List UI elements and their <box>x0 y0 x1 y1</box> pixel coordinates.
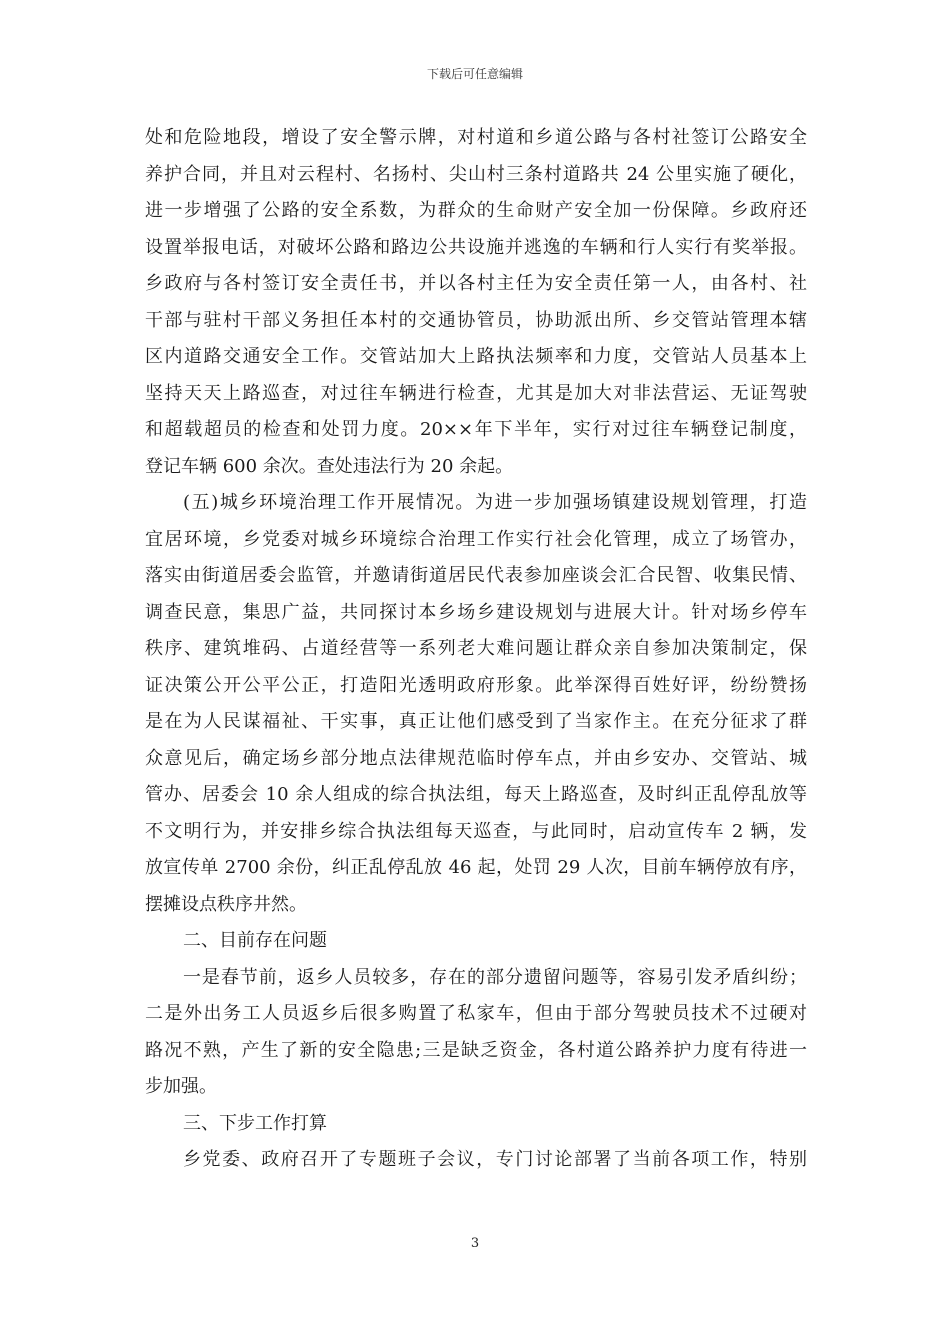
body-line: 二是外出务工人员返乡后很多购置了私家车，但由于部分驾驶员技术不过硬对 <box>145 1003 807 1024</box>
body-line: 养护合同，并且对云程村、名扬村、尖山村三条村道路共 24 公里实施了硬化， <box>145 163 807 185</box>
page-header: 下载后可任意编辑 <box>426 67 523 81</box>
body-line: 设置举报电话，对破坏公路和路边公共设施并逃逸的车辆和行人实行有奖举报。 <box>145 236 807 258</box>
body-line: 不文明行为，并安排乡综合执法组每天巡查，与此同时，启动宣传车 2 辆，发 <box>145 820 807 842</box>
body-line: 摆摊设点秩序井然。 <box>145 893 307 915</box>
document-body <box>145 120 807 1179</box>
body-line: 登记车辆 600 余次。查处违法行为 20 余起。 <box>145 455 514 477</box>
body-line: 和超载超员的检查和处罚力度。20××年下半年，实行对过往车辆登记制度， <box>145 419 807 440</box>
section-heading: 三、下步工作打算 <box>183 1112 327 1134</box>
body-line: 放宣传单 2700 余份，纠正乱停乱放 46 起，处罚 29 人次，目前车辆停放有序， <box>145 857 807 878</box>
body-line: 宜居环境，乡党委对城乡环境综合治理工作实行社会化管理，成立了场管办， <box>145 528 807 550</box>
page-number: 3 <box>470 1236 480 1251</box>
body-line: 证决策公开公平公正，打造阳光透明政府形象。此举深得百姓好评，纷纷赞扬 <box>145 674 807 696</box>
body-line: 干部与驻村干部义务担任本村的交通协管员，协助派出所、乡交管站管理本辖 <box>145 309 807 331</box>
body-line: 乡政府与各村签订安全责任书，并以各村主任为安全责任第一人，由各村、社 <box>145 273 807 294</box>
body-line: 乡党委、政府召开了专题班子会议，专门讨论部署了当前各项工作，特别 <box>183 1149 807 1170</box>
body-line: 管办、居委会 10 余人组成的综合执法组，每天上路巡查，及时纠正乱停乱放等 <box>145 784 807 805</box>
body-line: 处和危险地段，增设了安全警示牌，对村道和乡道公路与各村社签订公路安全 <box>145 127 807 148</box>
body-line: 众意见后，确定场乡部分地点法律规范临时停车点，并由乡安办、交管站、城 <box>145 747 807 769</box>
body-line: 调查民意，集思广益，共同探讨本乡场乡建设规划与进展大计。针对场乡停车 <box>145 601 807 623</box>
body-line: (五)城乡环境治理工作开展情况。为进一步加强场镇建设规划管理，打造 <box>183 492 807 513</box>
body-line: 进一步增强了公路的安全系数，为群众的生命财产安全加一份保障。乡政府还 <box>145 200 807 221</box>
body-line: 区内道路交通安全工作。交管站加大上路执法频率和力度，交管站人员基本上 <box>145 346 807 367</box>
section-heading: 二、目前存在问题 <box>183 930 327 951</box>
body-line: 落实由街道居委会监管，并邀请街道居民代表参加座谈会汇合民智、收集民情、 <box>145 565 807 586</box>
body-line: 坚持天天上路巡查，对过往车辆进行检查，尤其是加大对非法营运、无证驾驶 <box>145 382 807 404</box>
body-line: 秩序、建筑堆码、占道经营等一系列老大难问题让群众亲自参加决策制定，保 <box>145 638 807 659</box>
body-line: 步加强。 <box>145 1076 217 1097</box>
body-line: 一是春节前，返乡人员较多，存在的部分遗留问题等，容易引发矛盾纠纷； <box>183 966 807 988</box>
body-line: 路况不熟，产生了新的安全隐患;三是缺乏资金，各村道公路养护力度有待进一 <box>145 1039 807 1061</box>
body-line: 是在为人民谋福祉、干实事，真正让他们感受到了当家作主。在充分征求了群 <box>145 711 807 732</box>
